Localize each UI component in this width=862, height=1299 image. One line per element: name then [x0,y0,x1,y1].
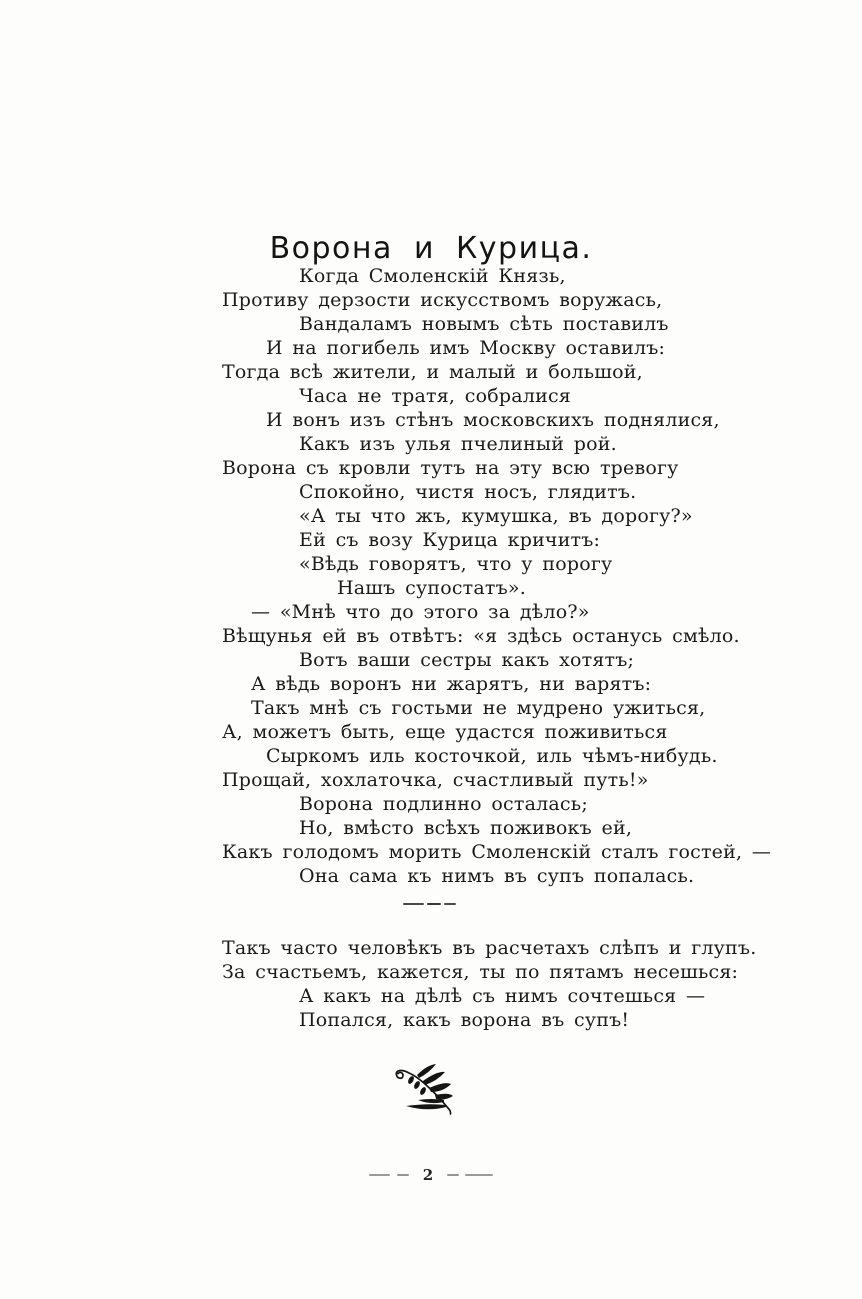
footer-rule-left [369,1174,390,1176]
poem-line: Вандаламъ новымъ сѣть поставилъ [299,313,669,335]
poem-line: А, можетъ быть, еще удастся поживиться [222,721,668,743]
poem-line: И вонъ изъ стѣнъ московскихъ поднялися, [266,409,720,431]
poem-line: Какъ голодомъ морить Смоленскій сталъ гостей, — [222,841,772,863]
poem-line: Ворона подлинно осталась; [299,793,588,815]
footer-rule-right [465,1174,493,1176]
poem-line: Такъ мнѣ съ гостьми не мудрено ужиться, [251,697,706,719]
poem-line: Вотъ ваши сестры какъ хотятъ; [299,649,635,671]
poem-line: Сыркомъ иль косточкой, иль чѣмъ-нибудь. [266,745,718,767]
poem-line: За счастьемъ, кажется, ты по пятамъ несешься: [222,961,739,983]
poem-line: Противу дерзости искусствомъ воружась, [222,289,663,311]
floral-vignette-icon [391,1061,457,1115]
poem-line: Спокойно, чистя носъ, глядитъ. [299,481,637,503]
poem-line: Когда Смоленскій Князь, [299,265,566,287]
poem-line: Тогда всѣ жители, и малый и большой, [222,361,643,383]
poem-moral [222,936,756,1032]
poem-line: Вѣщунья ей въ отвѣтъ: «я здѣсь останусь смѣло. [222,625,740,647]
poem-line: «Вѣдь говорятъ, что у порогу [299,553,613,575]
poem-line: «А ты что жъ, кумушка, въ дорогу?» [299,505,693,527]
poem-line: А вѣдь воронъ ни жарятъ, ни варятъ: [251,673,652,695]
poem-line: Ворона съ кровли тутъ на эту всю тревогу [222,457,679,479]
page-footer [0,1166,862,1184]
poem-line: Ей съ возу Курица кричитъ: [299,529,601,551]
poem-line: Часа не тратя, собралися [299,385,571,407]
poem-stanza [222,264,771,888]
poem-line: Она сама къ нимъ въ супъ попалась. [299,865,695,887]
poem-line: Но, вмѣсто всѣхъ поживокъ ей, [299,817,633,839]
footer-rule-left-short [397,1174,409,1176]
poem-line: Какъ изъ улья пчелиный рой. [299,433,617,455]
page-title: Ворона и Курица. [269,231,593,267]
poem-line: Прощай, хохлаточка, счастливый путь!» [222,769,649,791]
poem-line: Попался, какъ ворона въ супъ! [299,1009,630,1031]
stanza-divider-rule [403,903,459,905]
poem-line: И на погибель имъ Москву оставилъ: [266,337,666,359]
poem-line: А какъ на дѣлѣ съ нимъ сочтешься — [299,985,706,1007]
page-number: 2 [422,1166,434,1184]
poem-line: Нашъ супостатъ». [337,577,526,599]
poem-line: — «Мнѣ что до этого за дѣло?» [251,601,590,623]
poem-line: Такъ часто человѣкъ въ расчетахъ слѣпъ и глупъ. [222,937,757,959]
footer-rule-right-short [447,1174,459,1176]
